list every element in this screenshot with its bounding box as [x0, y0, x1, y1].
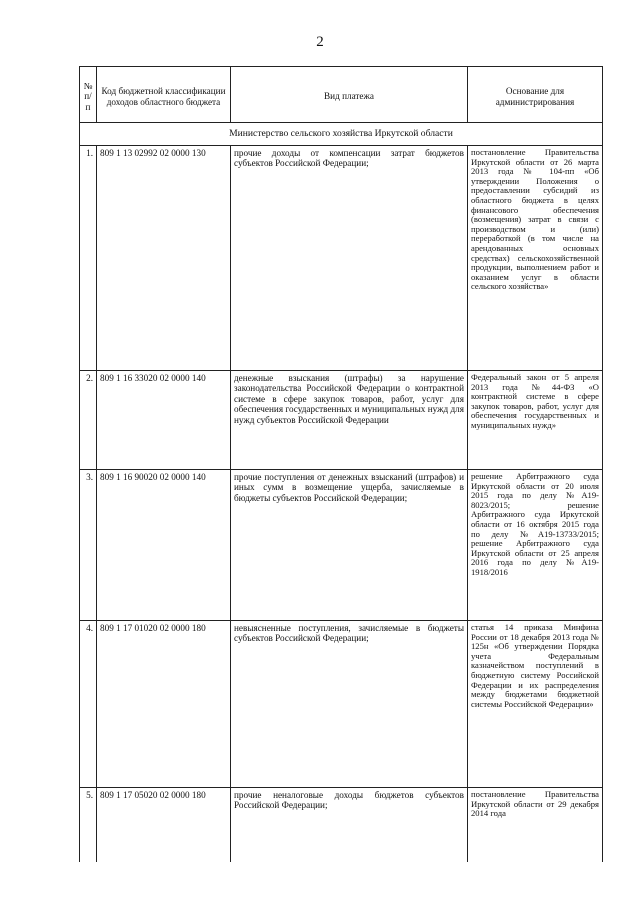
row-code: 809 1 17 01020 02 0000 180 — [97, 621, 231, 788]
row-type: прочие неналоговые доходы бюджетов субъектов Российской Федерации; — [231, 788, 468, 863]
table-row — [80, 788, 603, 863]
row-code: 809 1 13 02992 02 0000 130 — [97, 146, 231, 371]
table-row — [80, 621, 603, 788]
row-type: невыясненные поступления, зачисляемые в бюджеты субъектов Российской Федерации; — [231, 621, 468, 788]
row-basis: Федеральный закон от 5 апреля 2013 года №44-ФЗ «О контрактной системе в сфере закупок товаров, работ, услуг для обеспечения государственных и муниципальных нужд» — [468, 371, 603, 470]
header-num: № п/п — [80, 67, 97, 123]
row-type: прочие поступления от денежных взысканий (штрафов) и иных сумм в возмещение ущерба, зачисляемые в бюджеты субъектов Российской Федерации; — [231, 470, 468, 621]
row-code: 809 1 16 90020 02 0000 140 — [97, 470, 231, 621]
table-row — [80, 371, 603, 470]
row-num: 5. — [80, 788, 97, 863]
ministry-name: Министерство сельского хозяйства Иркутской области — [80, 123, 603, 146]
row-basis: решение Арбитражного суда Иркутской области от 20 июля 2015 года по делу №А19-8023/2015; решение Арбитражного суда Иркутской области от 16 октября 2015 года по делу №А19-13733/2015; решение Арбитражного суда Иркутской области от 25 апреля 2016 года по делу №А19-1918/2016 — [468, 470, 603, 621]
header-type: Вид платежа — [231, 67, 468, 123]
table-row — [80, 470, 603, 621]
row-basis: постановление Правительства Иркутской области от 29 декабря 2014 года — [468, 788, 603, 863]
header-code: Код бюджетной классификации доходов областного бюджета — [97, 67, 231, 123]
row-num: 2. — [80, 371, 97, 470]
row-basis: статья 14 приказа Минфина России от 18 декабря 2013 года № 125н «Об утверждении Порядка учета Федеральным казначейством поступлений в бюджетную систему Российской Федерации и их распределения между бюджетами бюджетной системы Российской Федерации» — [468, 621, 603, 788]
table-row — [80, 146, 603, 371]
row-basis: постановление Правительства Иркутской области от 26 марта 2013 года № 104-пп «Об утверждении Положения о предоставлении субсидий из областного бюджета в целях финансового обеспечения (возмещения) затрат в связи с производством и (или) переработкой (в том числе на арендованных основных средствах) сельскохозяйственной продукции, выполнением работ и оказанием услуг в области сельского хозяйства» — [468, 146, 603, 371]
table-header-row — [80, 67, 603, 123]
row-code: 809 1 17 05020 02 0000 180 — [97, 788, 231, 863]
row-num: 4. — [80, 621, 97, 788]
ministry-row — [80, 123, 603, 146]
row-type: денежные взыскания (штрафы) за нарушение законодательства Российской Федерации о контрактной системе в сфере закупок товаров, работ, услуг для обеспечения государственных и муниципальных нужд для нужд субъектов Российской Федерации — [231, 371, 468, 470]
revenue-table — [79, 66, 603, 862]
row-type: прочие доходы от компенсации затрат бюджетов субъектов Российской Федерации; — [231, 146, 468, 371]
page-number: 2 — [316, 34, 324, 50]
row-num: 3. — [80, 470, 97, 621]
row-num: 1. — [80, 146, 97, 371]
header-basis: Основание для администрирования — [468, 67, 603, 123]
row-code: 809 1 16 33020 02 0000 140 — [97, 371, 231, 470]
